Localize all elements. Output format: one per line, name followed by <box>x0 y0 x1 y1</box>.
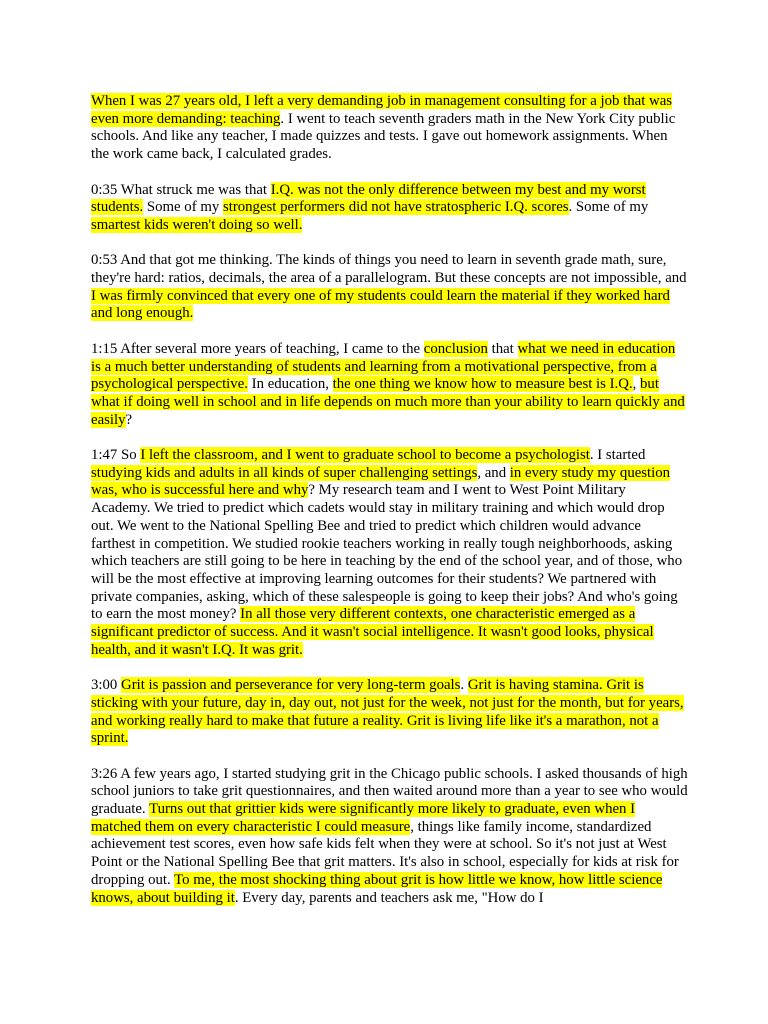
highlighted-text: conclusion <box>423 340 488 357</box>
text-run: , and <box>477 464 510 481</box>
text-run: . Every day, parents and teachers ask me, "How do I <box>234 889 544 906</box>
highlighted-text: I was firmly convinced that every one of my students could learn the material if they worked hard and long enough. <box>91 287 670 322</box>
paragraph-1-47 <box>91 447 688 659</box>
highlighted-text: To me, the most shocking thing about grit is how little we know, how little science knows, about building it <box>91 871 663 906</box>
highlighted-text: smartest kids weren't doing so well. <box>91 216 303 233</box>
paragraph-1-15 <box>91 341 688 430</box>
highlighted-text: I.Q. was not the only difference between my best and my worst students. <box>91 181 646 216</box>
text-run: ? <box>125 411 133 428</box>
text-run: 3:00 <box>91 677 122 694</box>
highlighted-text: Grit is having stamina. Grit is sticking with your future, day in, day out, not just for the week, not just for the month, but for years, and working really hard to make that future a reality. Grit is living life like it's a marathon, not a sprint. <box>91 677 684 747</box>
paragraph-3-26 <box>91 766 688 908</box>
paragraph-0-35 <box>91 182 688 235</box>
text-run: . Some of my <box>568 199 649 216</box>
highlighted-text: strongest performers did not have stratospheric I.Q. scores <box>222 199 569 216</box>
text-run: 0:53 And that got me thinking. The kinds of things you need to learn in seventh grade math, sure, they're hard: ratios, decimals, the area of a parallelogram. But these concepts are not impossible, and <box>91 252 687 286</box>
highlighted-text: but what if doing well in school and in life depends on much more than your ability to learn quickly and easily <box>91 376 685 428</box>
text-run: ? My research team and I went to West Point Military Academy. We tried to predict which cadets would stay in military training and which would drop out. We went to the National Spelling Bee and tried to predict which children would advance farthest in competition. We studied rookie teachers working in really tough neighborhoods, asking which teachers are still going to be here in teaching by the end of the school year, and of those, who will be the most effective at improving learning outcomes for their students? We partnered with private companies, asking, which of these salespeople is going to keep their jobs? And who's going to earn the most money? <box>91 482 683 623</box>
highlighted-text: the one thing we know how to measure best is I.Q. <box>332 376 633 393</box>
text-run: . <box>460 677 468 694</box>
highlighted-text: in every study my question was, who is successful here and why <box>91 464 671 499</box>
text-run: 0:35 What struck me was that <box>91 181 271 198</box>
text-run: 3:26 A few years ago, I started studying grit in the Chicago public schools. I asked thousands of high school juniors to take grit questionnaires, and then waited around more than a year to see who would graduate. <box>91 765 688 818</box>
text-run: . I started <box>589 447 646 463</box>
text-run: 1:15 After several more years of teaching, I came to the <box>91 340 424 357</box>
highlighted-text: When I was 27 years old, I left a very demanding job in management consulting for a job that was even more demanding: teaching <box>91 93 673 127</box>
text-run: that <box>487 340 518 357</box>
highlighted-text: In all those very different contexts, one characteristic emerged as a significant predictor of success. And it wasn't social intelligence. It wasn't good looks, physical health, and it wasn't I.Q. It was grit. <box>91 606 654 658</box>
text-run: , <box>632 376 641 393</box>
highlighted-text: Turns out that grittier kids were significantly more likely to graduate, even when I matched them on every characteristic I could measure <box>91 801 636 835</box>
paragraph-3-00 <box>91 677 688 748</box>
text-run: 1:47 So <box>91 447 141 463</box>
highlighted-text: what we need in education is a much better understanding of students and learning from a motivational perspective, from a psychological perspective. <box>91 340 676 393</box>
paragraph-0-53 <box>91 252 688 323</box>
highlighted-text: I left the classroom, and I went to graduate school to become a psychologist <box>140 447 590 463</box>
highlighted-text: studying kids and adults in all kinds of super challenging settings <box>91 464 478 481</box>
paragraph-intro <box>91 93 688 164</box>
highlighted-text: Grit is passion and perseverance for very long-term goals <box>121 677 461 694</box>
text-run: In education, <box>247 376 333 393</box>
text-run: , things like family income, standardized achievement test scores, even how safe kids felt when they were at school. So it's not just at West Point or the National Spelling Bee that grit matters. It's also in school, especially for kids at risk for dropping out. <box>91 818 679 888</box>
text-run: Some of my <box>143 199 223 216</box>
text-run: . I went to teach seventh graders math in the New York City public schools. And like any teacher, I made quizzes and tests. I gave out homework assignments. When the work came back, I calculated grades. <box>91 110 676 163</box>
